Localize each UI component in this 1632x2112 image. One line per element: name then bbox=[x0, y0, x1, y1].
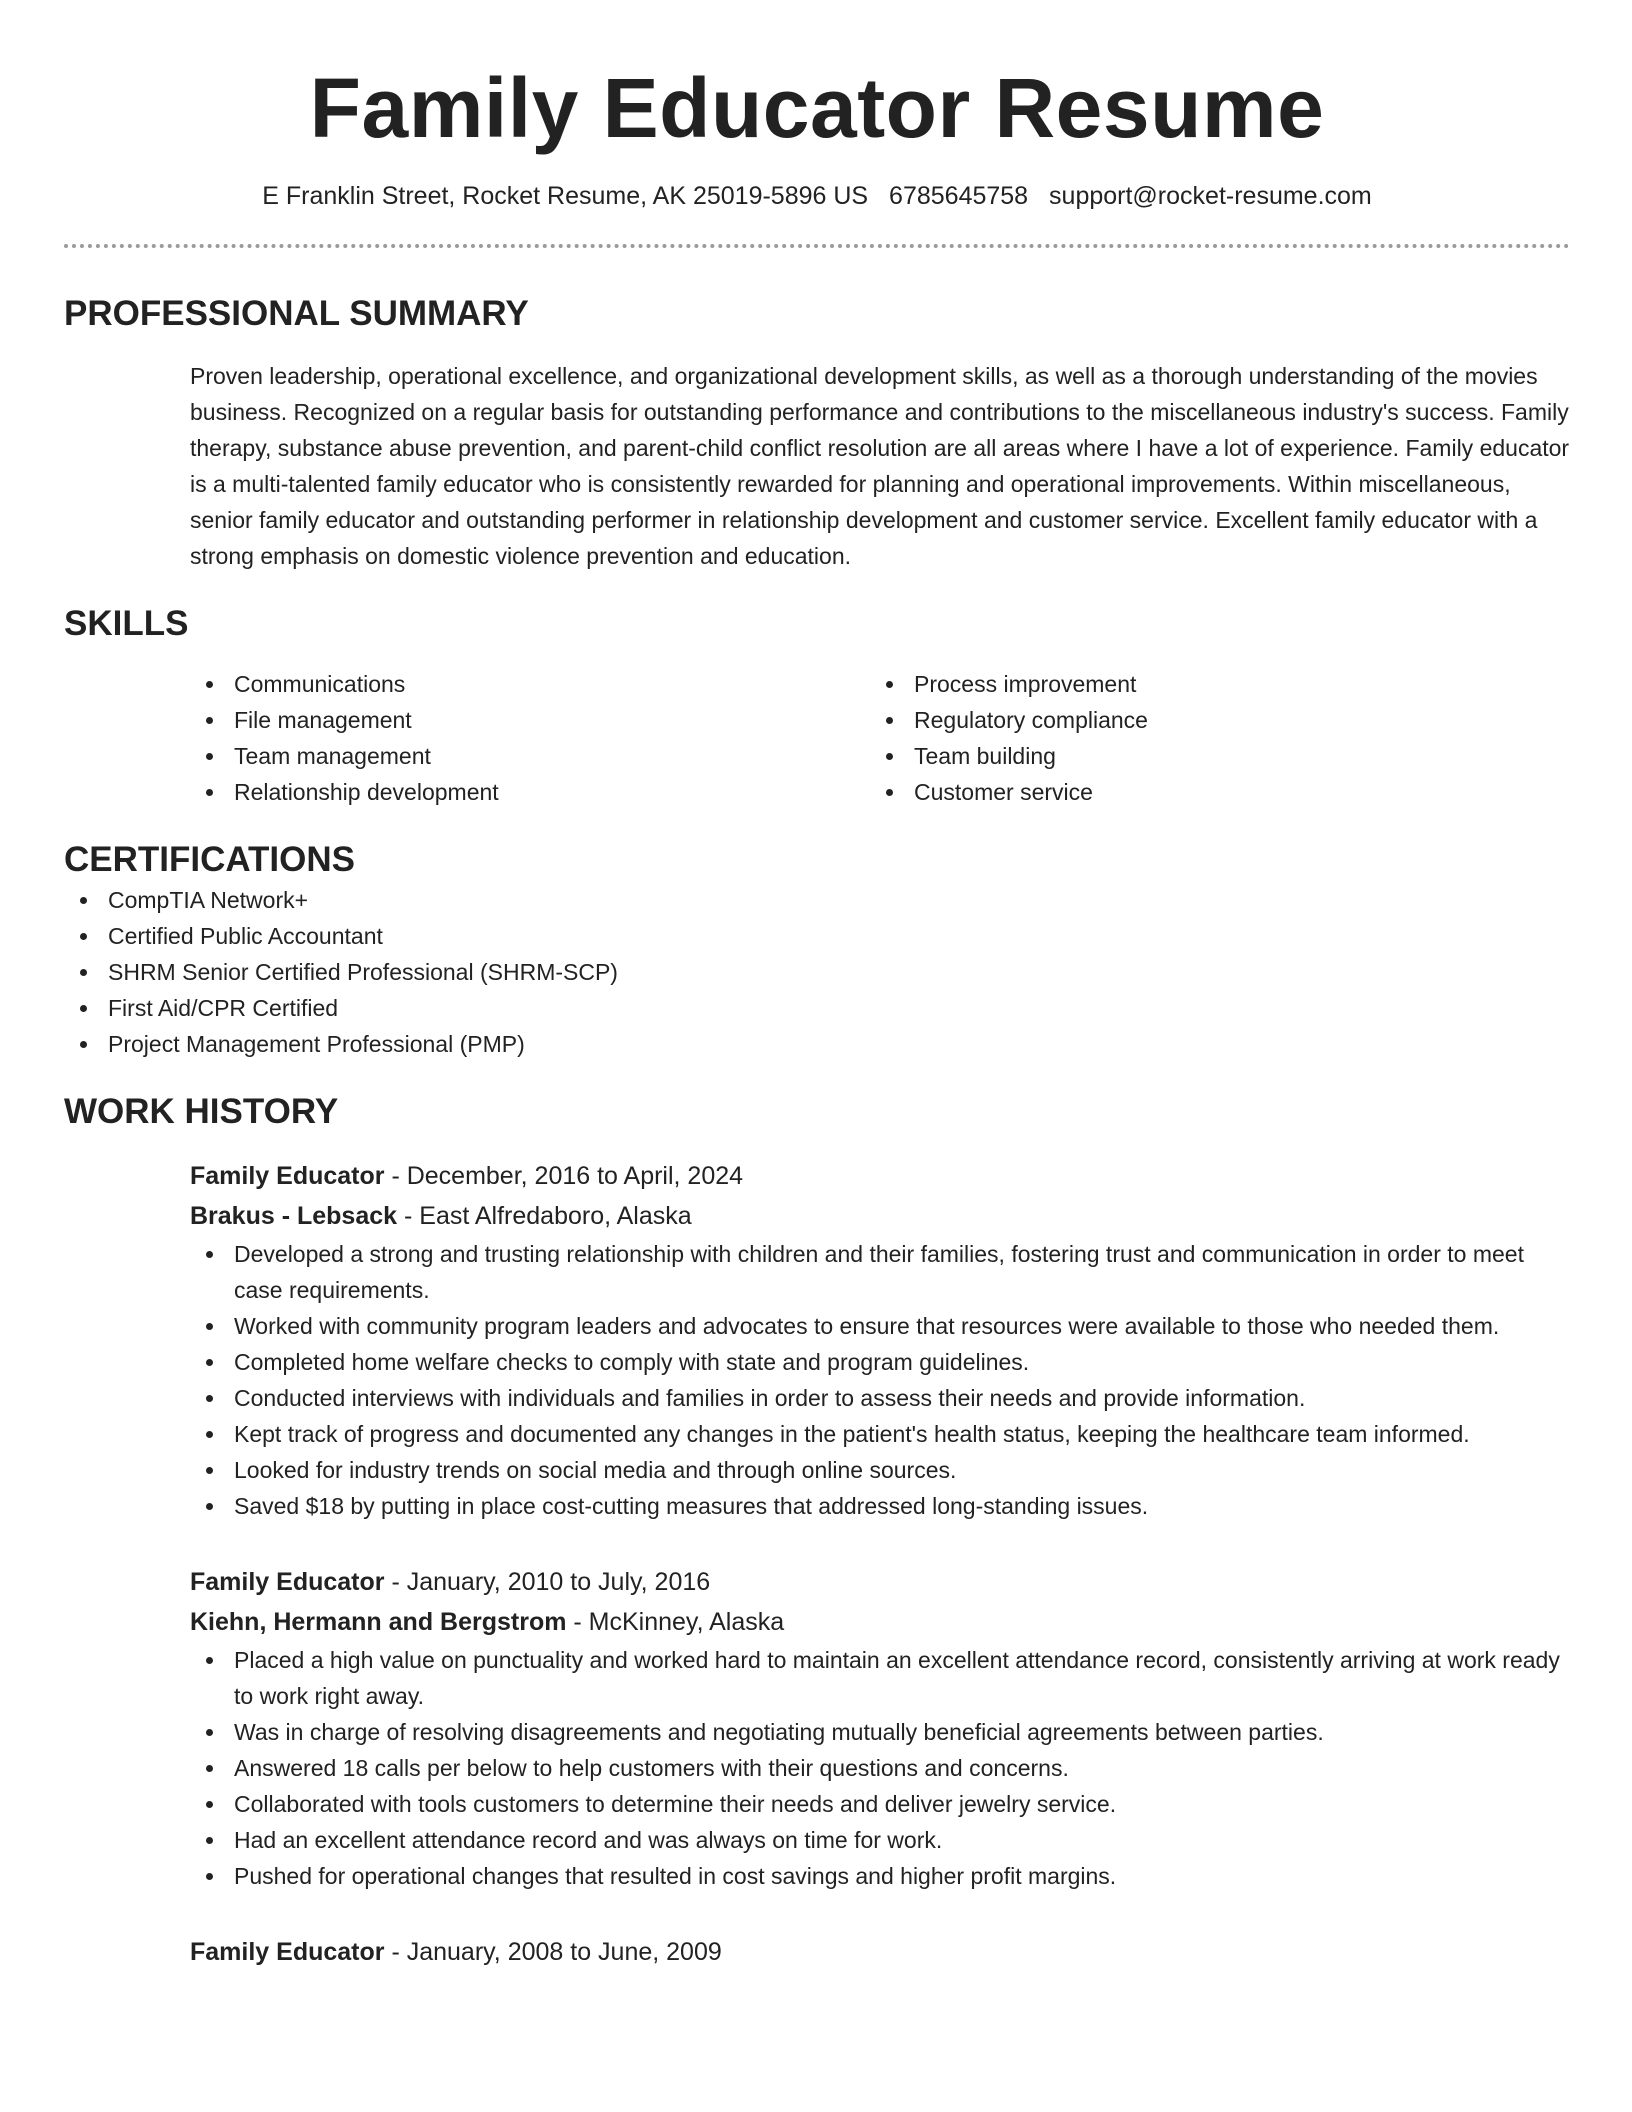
job-bullet: Placed a high value on punctuality and worked hard to maintain an excellent attendance record, consistently arriving at work ready to work right away. bbox=[190, 1642, 1570, 1714]
certifications-heading: CERTIFICATIONS bbox=[64, 840, 356, 879]
job-bullet: Pushed for operational changes that resulted in cost savings and higher profit margins. bbox=[190, 1858, 1570, 1894]
job-bullet: Was in charge of resolving disagreements and negotiating mutually beneficial agreements between parties. bbox=[190, 1714, 1570, 1750]
skill-item: Team building bbox=[870, 738, 1550, 774]
skill-item: Process improvement bbox=[870, 666, 1550, 702]
resume-page bbox=[64, 0, 1570, 1972]
job-bullet: Saved $18 by putting in place cost-cutting measures that addressed long-standing issues. bbox=[190, 1488, 1570, 1524]
skills-column-right bbox=[870, 666, 1550, 810]
certifications-list bbox=[64, 882, 1570, 1062]
certification-item: CompTIA Network+ bbox=[64, 882, 1570, 918]
summary-heading: PROFESSIONAL SUMMARY bbox=[64, 294, 529, 333]
job-title: Family Educator bbox=[190, 1568, 385, 1596]
skill-item: File management bbox=[190, 702, 870, 738]
skill-item: Team management bbox=[190, 738, 870, 774]
skill-item: Communications bbox=[190, 666, 870, 702]
job-title-line bbox=[190, 1562, 1570, 1602]
job-company: Brakus - Lebsack bbox=[190, 1202, 398, 1230]
job-dates: - December, 2016 to April, 2024 bbox=[384, 1162, 744, 1190]
skill-item: Customer service bbox=[870, 774, 1550, 810]
job-bullet: Kept track of progress and documented any changes in the patient's health status, keeping the healthcare team informed. bbox=[190, 1416, 1570, 1452]
job-dates: - January, 2010 to July, 2016 bbox=[384, 1568, 711, 1596]
job-location: - McKinney, Alaska bbox=[566, 1608, 785, 1636]
job-entry bbox=[190, 1562, 1570, 1894]
job-title: Family Educator bbox=[190, 1162, 385, 1190]
job-title-line bbox=[190, 1156, 1570, 1196]
skills-heading: SKILLS bbox=[64, 604, 189, 643]
certification-item: First Aid/CPR Certified bbox=[64, 990, 1570, 1026]
job-company-line bbox=[190, 1602, 1570, 1642]
contact-line bbox=[64, 178, 1570, 214]
job-bullet: Answered 18 calls per below to help customers with their questions and concerns. bbox=[190, 1750, 1570, 1786]
skills-grid bbox=[190, 666, 1570, 810]
certification-item: Project Management Professional (PMP) bbox=[64, 1026, 1570, 1062]
certification-item: Certified Public Accountant bbox=[64, 918, 1570, 954]
contact-email: support@rocket-resume.com bbox=[1049, 182, 1372, 210]
job-entry bbox=[190, 1156, 1570, 1524]
skill-item: Relationship development bbox=[190, 774, 870, 810]
job-company: Kiehn, Hermann and Bergstrom bbox=[190, 1608, 567, 1636]
job-bullet: Conducted interviews with individuals and families in order to assess their needs and provide information. bbox=[190, 1380, 1570, 1416]
job-location: - East Alfredaboro, Alaska bbox=[397, 1202, 692, 1230]
skills-column-left bbox=[190, 666, 870, 810]
skills-list-left bbox=[190, 666, 870, 810]
job-title: Family Educator bbox=[190, 1938, 385, 1966]
job-bullet: Collaborated with tools customers to determine their needs and deliver jewelry service. bbox=[190, 1786, 1570, 1822]
job-entry bbox=[190, 1932, 1570, 1972]
header-divider bbox=[64, 244, 1570, 248]
certification-item: SHRM Senior Certified Professional (SHRM-SCP) bbox=[64, 954, 1570, 990]
skills-list-right bbox=[870, 666, 1550, 810]
job-bullet-list bbox=[190, 1236, 1570, 1524]
contact-phone: 6785645758 bbox=[889, 182, 1029, 210]
job-bullet: Worked with community program leaders and advocates to ensure that resources were available to those who needed them. bbox=[190, 1308, 1570, 1344]
job-company-line bbox=[190, 1196, 1570, 1236]
job-bullet: Looked for industry trends on social media and through online sources. bbox=[190, 1452, 1570, 1488]
job-bullet-list bbox=[190, 1642, 1570, 1894]
job-bullet: Completed home welfare checks to comply with state and program guidelines. bbox=[190, 1344, 1570, 1380]
work-history-heading: WORK HISTORY bbox=[64, 1092, 339, 1131]
resume-title: Family Educator Resume bbox=[309, 61, 1325, 155]
skill-item: Regulatory compliance bbox=[870, 702, 1550, 738]
summary-text: Proven leadership, operational excellence, and organizational development skills, as well as a thorough understanding of the movies business. Recognized on a regular basis for outstanding performance and contributions to the miscellaneous industry's success. Family therapy, substance abuse prevention, and parent-child conflict resolution are all areas where I have a lot of experience. Family educator is a multi-talented family educator who is consistently rewarded for planning and operational improvements. Within miscellaneous, senior family educator and outstanding performer in relationship development and customer service. Excellent family educator with a strong emphasis on domestic violence prevention and education. bbox=[190, 363, 1570, 569]
contact-address: E Franklin Street, Rocket Resume, AK 25019-5896 US bbox=[262, 182, 869, 210]
job-title-line bbox=[190, 1932, 1570, 1972]
job-bullet: Had an excellent attendance record and was always on time for work. bbox=[190, 1822, 1570, 1858]
job-bullet: Developed a strong and trusting relationship with children and their families, fostering trust and communication in order to meet case requirements. bbox=[190, 1236, 1570, 1308]
job-dates: - January, 2008 to June, 2009 bbox=[384, 1938, 722, 1966]
